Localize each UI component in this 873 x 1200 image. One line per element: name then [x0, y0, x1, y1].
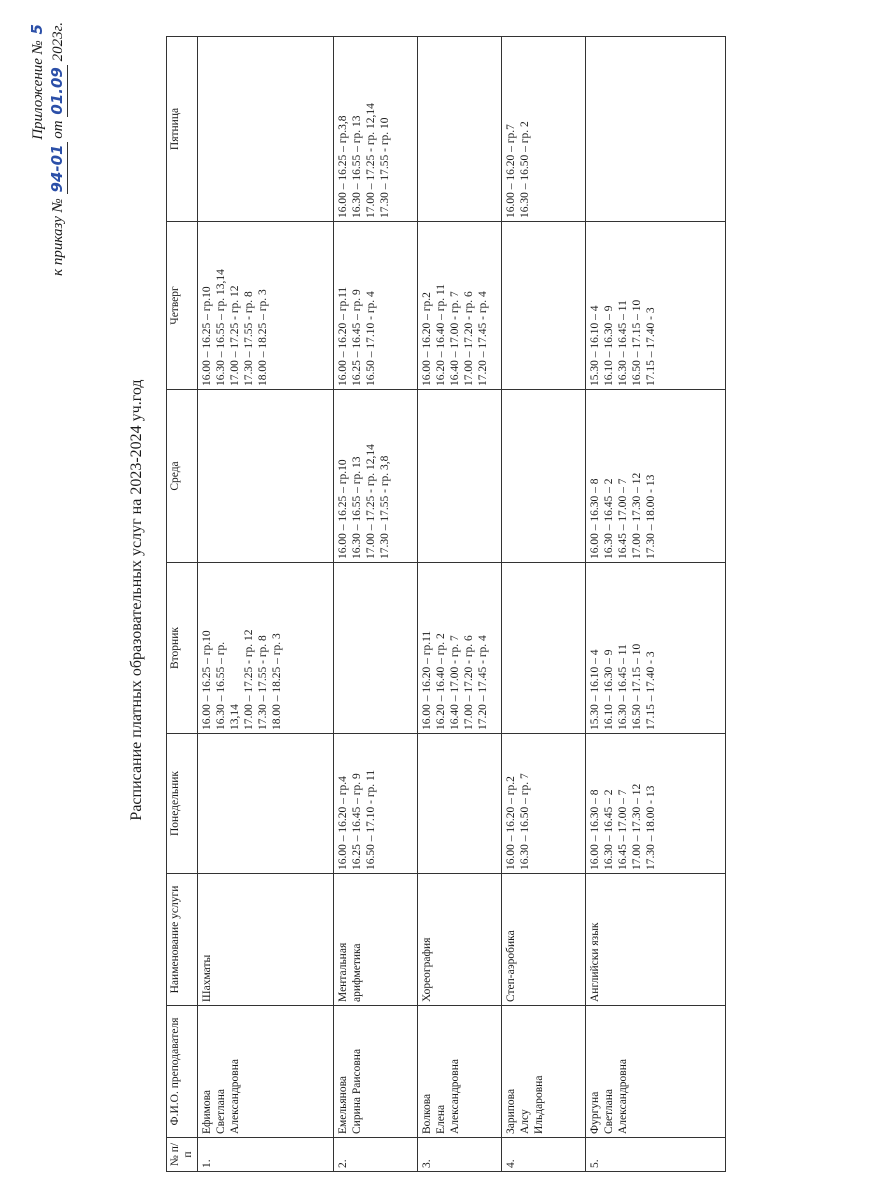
cell-wednesday [586, 390, 726, 563]
cell-line: Английски язык [589, 922, 601, 1002]
annex-line-2 [48, 22, 68, 276]
cell-line: Александровна [449, 1059, 461, 1134]
annex-label: Приложение № [30, 40, 46, 140]
cell-line: Алсу [519, 1109, 531, 1134]
cell-line: Светлана [603, 1089, 615, 1134]
cell-friday [502, 37, 586, 222]
schedule-entry: 15.30 – 16.10 – 4 [589, 649, 601, 730]
cell-line: Светлана [215, 1089, 227, 1134]
cell-teacher [502, 1006, 586, 1138]
cell-teacher [334, 1006, 418, 1138]
cell-teacher [418, 1006, 502, 1138]
cell-monday [586, 734, 726, 874]
schedule-entry: 18.00 – 18.25 – гр. 3 [257, 289, 269, 386]
table-row [198, 37, 334, 1172]
header-service: Наименование услуги [167, 874, 198, 1006]
schedule-entry: 16.30 – 16.45 – 2 [603, 478, 615, 559]
cell-line: Емельянова [337, 1076, 349, 1134]
schedule-entry: 16.00 – 16.25 – гр.10 [201, 630, 213, 730]
schedule-entry: 17.30 – 17.55 - гр. 10 [379, 117, 391, 218]
cell-line: Ментальная [337, 942, 349, 1002]
cell-num: 5. [586, 1138, 726, 1172]
schedule-entry: 17.15 – 17.40 - 3 [645, 651, 657, 730]
schedule-entry: 18.00 – 18.25 – гр. 3 [271, 633, 283, 730]
schedule-entry: 17.00 – 17.25 - гр. 12,14 [365, 103, 377, 218]
cell-service [198, 874, 334, 1006]
schedule-entry: 16.50 – 17.15 – 10 [631, 643, 643, 730]
header-row [167, 37, 198, 1172]
schedule-entry: 17.30 – 17.55 - гр. 3,8 [379, 455, 391, 559]
order-number: 94-01 [48, 144, 66, 193]
schedule-entry: 16.30 – 16.50 – гр. 7 [519, 773, 531, 870]
schedule-entry: 13,14 [229, 704, 241, 730]
cell-friday [418, 37, 502, 222]
schedule-entry: 17.00 – 17.30 – 12 [631, 472, 643, 559]
schedule-entry: 17.30 – 18.00 - 13 [645, 474, 657, 559]
schedule-entry: 16.10 – 16.30 – 9 [603, 305, 615, 386]
schedule-entry: 16.00 – 16.30 – 8 [589, 478, 601, 559]
cell-friday [586, 37, 726, 222]
cell-line: Ильдаровна [533, 1075, 545, 1134]
cell-friday [334, 37, 418, 222]
schedule-entry: 17.20 – 17.45 - гр. 4 [477, 291, 489, 386]
header-wednesday: Среда [167, 390, 198, 563]
cell-teacher [198, 1006, 334, 1138]
cell-line: Сирина Раисовна [351, 1048, 363, 1134]
schedule-entry: 16.10 – 16.30 – 9 [603, 649, 615, 730]
schedule-entry: 16.50 – 17.10 - гр. 4 [365, 291, 377, 386]
cell-service [502, 874, 586, 1006]
schedule-entry: 16.00 – 16.20 – гр.11 [421, 630, 433, 730]
cell-thursday [198, 222, 334, 390]
schedule-entry: 16.30 – 16.50 – гр. 2 [519, 121, 531, 218]
schedule-entry: 16.00 – 16.20 – гр.11 [337, 286, 349, 386]
schedule-entry: 17.00 – 17.20 - гр. 6 [463, 635, 475, 730]
header-teacher: Ф.И.О. преподавателя [167, 1006, 198, 1138]
header-tuesday: Вторник [167, 563, 198, 734]
cell-service [586, 874, 726, 1006]
header-friday: Пятница [167, 37, 198, 222]
table-row [418, 37, 502, 1172]
schedule-entry: 16.50 – 17.10 - гр. 11 [365, 769, 377, 870]
schedule-entry: 16.00 – 16.25 – гр.10 [337, 459, 349, 559]
cell-wednesday [334, 390, 418, 563]
cell-line: Александровна [617, 1059, 629, 1134]
cell-service [418, 874, 502, 1006]
cell-thursday [586, 222, 726, 390]
cell-num: 4. [502, 1138, 586, 1172]
schedule-entry: 17.30 – 17.55 - гр. 8 [243, 291, 255, 386]
annex-number: 5 [28, 24, 46, 35]
cell-service [334, 874, 418, 1006]
schedule-entry: 16.00 – 16.20 – гр.7 [505, 124, 517, 218]
schedule-entry: 16.30 – 16.45 – 11 [617, 300, 629, 386]
schedule-entry: 17.00 – 17.25 - гр. 12 [243, 629, 255, 730]
schedule-entry: 16.40 – 17.00 - гр. 7 [449, 635, 461, 730]
schedule-entry: 16.30 – 16.55 – гр. 13,14 [215, 269, 227, 386]
cell-thursday [502, 222, 586, 390]
schedule-entry: 16.30 – 16.55 – гр. [215, 641, 227, 730]
cell-tuesday [418, 563, 502, 734]
header-monday: Понедельник [167, 734, 198, 874]
schedule-entry: 16.50 – 17.15 – 10 [631, 299, 643, 386]
cell-num: 3. [418, 1138, 502, 1172]
order-year: 2023г. [50, 22, 66, 62]
cell-line: Волкова [421, 1093, 433, 1134]
schedule-entry: 16.20 – 16.40 – гр. 11 [435, 283, 447, 386]
cell-wednesday [198, 390, 334, 563]
schedule-entry: 17.00 – 17.20 - гр. 6 [463, 291, 475, 386]
schedule-entry: 16.30 – 16.45 – 11 [617, 644, 629, 730]
schedule-entry: 16.40 – 17.00 - гр. 7 [449, 291, 461, 386]
schedule-entry: 16.45 – 17.00 – 7 [617, 789, 629, 870]
schedule-entry: 16.25 – 16.45 – гр. 9 [351, 773, 363, 870]
cell-wednesday [418, 390, 502, 563]
schedule-entry: 17.20 – 17.45 - гр. 4 [477, 635, 489, 730]
table-row [586, 37, 726, 1172]
cell-wednesday [502, 390, 586, 563]
schedule-entry: 17.00 – 17.30 – 12 [631, 783, 643, 870]
schedule-table [166, 36, 726, 1172]
schedule-entry: 17.30 – 17.55 - гр. 8 [257, 635, 269, 730]
schedule-entry: 17.00 – 17.25 - гр. 12,14 [365, 444, 377, 559]
schedule-entry: 16.00 – 16.20 – гр.2 [421, 292, 433, 386]
cell-monday [502, 734, 586, 874]
cell-line: арифметика [351, 943, 363, 1002]
cell-friday [198, 37, 334, 222]
cell-thursday [418, 222, 502, 390]
order-label: к приказу № [50, 198, 66, 276]
schedule-entry: 17.00 – 17.25 - гр. 12 [229, 285, 241, 386]
cell-line: Шахматы [201, 954, 213, 1002]
cell-num: 1. [198, 1138, 334, 1172]
cell-tuesday [502, 563, 586, 734]
cell-monday [334, 734, 418, 874]
header-num: № п/п [167, 1138, 198, 1172]
order-from-label: от [50, 120, 66, 139]
schedule-entry: 16.00 – 16.25 – гр.3,8 [337, 115, 349, 218]
cell-thursday [334, 222, 418, 390]
schedule-entry: 16.25 – 16.45 – гр. 9 [351, 289, 363, 386]
page-title: Расписание платных образовательных услуг на 2023-2024 уч.год [128, 379, 145, 821]
schedule-entry: 16.00 – 16.20 – гр.4 [337, 776, 349, 870]
schedule-entry: 16.30 – 16.45 – 2 [603, 789, 615, 870]
cell-num: 2. [334, 1138, 418, 1172]
schedule-entry: 16.00 – 16.30 – 8 [589, 789, 601, 870]
cell-tuesday [198, 563, 334, 734]
schedule-entry: 15.30 – 16.10 – 4 [589, 305, 601, 386]
cell-line: Александровна [229, 1059, 241, 1134]
schedule-entry: 16.00 – 16.20 – гр.2 [505, 776, 517, 870]
cell-line: Ефимова [201, 1089, 213, 1134]
cell-teacher [586, 1006, 726, 1138]
annex-block [28, 22, 68, 276]
schedule-entry: 16.20 – 16.40 – гр. 2 [435, 633, 447, 730]
cell-line: Хореография [421, 937, 433, 1002]
table-row [502, 37, 586, 1172]
schedule-entry: 17.15 – 17.40 - 3 [645, 307, 657, 386]
cell-tuesday [586, 563, 726, 734]
cell-tuesday [334, 563, 418, 734]
cell-line: Степ-аэробика [505, 930, 517, 1002]
schedule-entry: 16.00 – 16.25 – гр.10 [201, 286, 213, 386]
annex-line-1 [28, 22, 48, 276]
schedule-body [198, 37, 726, 1172]
cell-monday [418, 734, 502, 874]
cell-line: Елена [435, 1104, 447, 1134]
table-row [334, 37, 418, 1172]
schedule-entry: 17.30 – 18.00 - 13 [645, 785, 657, 870]
order-date: 01.09 [48, 67, 66, 115]
schedule-entry: 16.30 – 16.55 – гр. 13 [351, 456, 363, 559]
schedule-entry: 16.30 – 16.55 – гр. 13 [351, 115, 363, 218]
cell-monday [198, 734, 334, 874]
cell-line: Зарипова [505, 1088, 517, 1134]
header-thursday: Четверг [167, 222, 198, 390]
cell-line: Фургуна [589, 1091, 601, 1134]
schedule-entry: 16.45 – 17.00 – 7 [617, 478, 629, 559]
